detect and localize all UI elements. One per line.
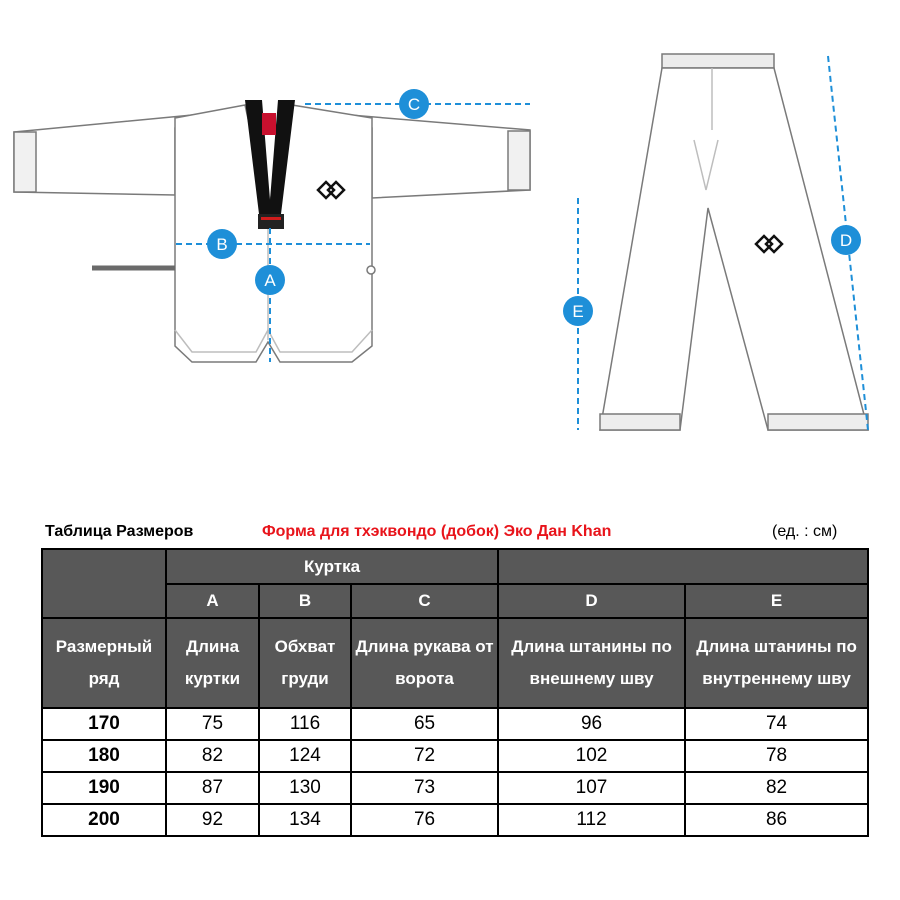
table-row	[42, 772, 868, 804]
units-label: (ед. : см)	[772, 523, 838, 540]
size-cell: 180	[42, 740, 166, 772]
marker-d-label: D	[839, 231, 853, 250]
letter-header-d: D	[498, 584, 685, 618]
marker-e	[563, 296, 593, 326]
table-row	[42, 804, 868, 836]
marker-e-label: E	[572, 302, 584, 321]
value-cell: 76	[351, 804, 498, 836]
size-cell: 190	[42, 772, 166, 804]
size-cell: 170	[42, 708, 166, 740]
pants-illustration	[600, 54, 868, 430]
value-cell: 102	[498, 740, 685, 772]
col-header-jacket-length: Длина куртки	[166, 618, 259, 708]
value-cell: 75	[166, 708, 259, 740]
letter-header-e: E	[685, 584, 868, 618]
marker-c	[399, 89, 429, 119]
value-cell: 73	[351, 772, 498, 804]
value-cell: 87	[166, 772, 259, 804]
value-cell: 72	[351, 740, 498, 772]
marker-a-label: A	[264, 271, 276, 290]
marker-c-label: C	[407, 95, 421, 114]
value-cell: 82	[166, 740, 259, 772]
table-title: Таблица Размеров	[45, 523, 194, 540]
value-cell: 82	[685, 772, 868, 804]
value-cell: 96	[498, 708, 685, 740]
group-header-pants	[498, 549, 868, 584]
size-table	[41, 548, 869, 837]
value-cell: 107	[498, 772, 685, 804]
letter-header-c: C	[351, 584, 498, 618]
value-cell: 74	[685, 708, 868, 740]
value-cell: 112	[498, 804, 685, 836]
value-cell: 116	[259, 708, 351, 740]
value-cell: 86	[685, 804, 868, 836]
value-cell: 92	[166, 804, 259, 836]
col-header-sleeve: Длина рукава от ворота	[351, 618, 498, 708]
value-cell: 124	[259, 740, 351, 772]
header-corner	[42, 549, 166, 618]
product-title: Форма для тхэквондо (добок) Эко Дан Khan	[262, 523, 612, 540]
marker-b-label: B	[216, 235, 228, 254]
col-header-outseam: Длина штанины по внешнему шву	[498, 618, 685, 708]
col-header-chest: Обхват груди	[259, 618, 351, 708]
row-header-size: Размерный ряд	[42, 618, 166, 708]
value-cell: 78	[685, 740, 868, 772]
group-header-jacket: Куртка	[166, 549, 498, 584]
jacket-illustration	[14, 105, 530, 362]
table-row	[42, 740, 868, 772]
value-cell: 65	[351, 708, 498, 740]
col-header-inseam: Длина штанины по внутреннему шву	[685, 618, 868, 708]
value-cell: 130	[259, 772, 351, 804]
marker-d	[831, 225, 861, 255]
value-cell: 134	[259, 804, 351, 836]
marker-b	[207, 229, 237, 259]
table-row	[42, 708, 868, 740]
size-cell: 200	[42, 804, 166, 836]
letter-header-b: B	[259, 584, 351, 618]
marker-a	[255, 265, 285, 295]
letter-header-a: A	[166, 584, 259, 618]
